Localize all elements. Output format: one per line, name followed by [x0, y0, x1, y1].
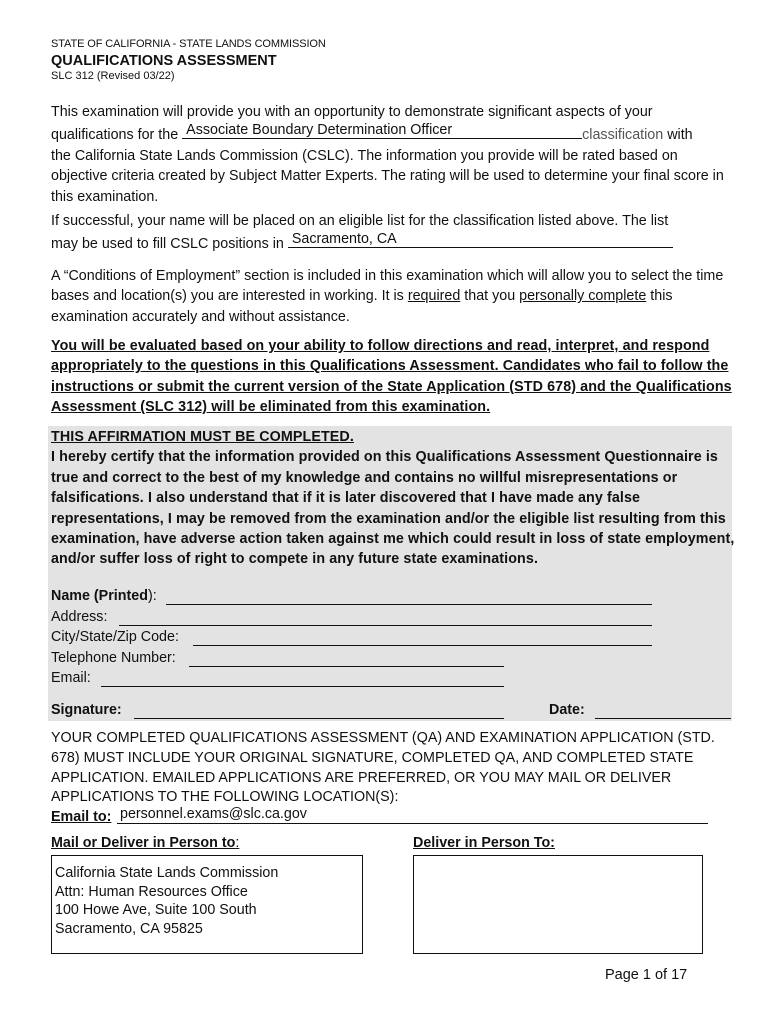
- date-label: Date:: [549, 702, 585, 718]
- deliver-address-box: [413, 855, 703, 954]
- intro-line2: [51, 122, 736, 145]
- address-input-line[interactable]: [119, 625, 652, 626]
- location-field[interactable]: [288, 231, 673, 248]
- eligible-line2-prefix: may be used to fill CSLC positions in: [51, 236, 284, 253]
- conditions-paragraph: [51, 266, 736, 327]
- email-label: Email:: [51, 670, 91, 686]
- mail-address: [55, 864, 278, 938]
- agency-header: STATE OF CALIFORNIA - STATE LANDS COMMISSION: [51, 38, 326, 50]
- signature-label: Signature:: [51, 702, 122, 718]
- submission-notice: YOUR COMPLETED QUALIFICATIONS ASSESSMENT (QA) AND EXAMINATION APPLICATION (STD. 678) MUST INCLUDE YOUR ORIGINAL SIGNATURE, COMPLETED QA, AND COMPLETED STATE APPLICATION. EMAILED APPLICATIONS ARE PREFERRED, OR YOU MAY MAIL OR DELIVER APPLICATIONS TO THE FOLLOWING LOCATION(S):: [51, 730, 715, 806]
- telephone-label: Telephone Number:: [51, 650, 176, 666]
- affirmation-text: I hereby certify that the information provided on this Qualifications Assessment Questionnaire is true and correct to the best of my knowledge and contains no willful misrepresentations or falsifications. I also understand that if it is later discovered that I have made any false representations, I may be removed from the examination and/or the eligible list resulting from this examination, have adverse action taken against me which could result in loss of state employment, and/or suffer loss of right to compete in any future state examinations.: [51, 449, 735, 568]
- conditions-part2: that you: [464, 288, 516, 305]
- conditions-part3: this examination accurately and without assistance.: [51, 288, 673, 325]
- evaluation-notice: You will be evaluated based on your ability to follow directions and read, interpret, and respond appropriately to the questions in this Qualifications Assessment. Candidates who fail to follow the instructions or submit the current version of the State Application (STD 678) and the Qualifications Assessment (SLC 312) will be eliminated from this examination.: [51, 338, 732, 416]
- intro-line1: This examination will provide you with an opportunity to demonstrate significant aspects of your: [51, 104, 653, 120]
- mail-address-line: California State Lands Commission: [55, 865, 279, 881]
- location-value: Sacramento, CA: [291, 231, 397, 248]
- name-input-line[interactable]: [166, 604, 652, 605]
- deliver-label: Deliver in Person To:: [413, 835, 555, 851]
- page-number: Page 1 of 17: [605, 967, 688, 983]
- intro-line2-suffix: with: [667, 127, 693, 144]
- conditions-personally: personally complete: [519, 288, 647, 305]
- address-label: Address:: [51, 609, 108, 625]
- affirmation-heading: THIS AFFIRMATION MUST BE COMPLETED.: [51, 429, 354, 445]
- city-state-zip-label: City/State/Zip Code:: [51, 629, 179, 645]
- conditions-required: required: [407, 288, 461, 305]
- conditions-part1: A “Conditions of Employment” section is included in this examination which will allow you to select the time bases and location(s) you are interested in working. It is: [51, 268, 724, 305]
- email-to-line: [117, 823, 708, 824]
- intro-line2-prefix: qualifications for the: [51, 127, 179, 144]
- eligible-line2: [51, 231, 736, 254]
- classification-value: Associate Boundary Determination Officer: [186, 122, 453, 139]
- intro-rest: the California State Lands Commission (CSLC). The information you provide will be rated based on objective criteria created by Subject Matter Experts. The rating will be used to determine your final score in this examination.: [51, 147, 724, 205]
- mail-address-line: Sacramento, CA 95825: [55, 920, 203, 937]
- mail-address-line: 100 Howe Ave, Suite 100 South: [55, 902, 257, 918]
- mail-label: Mail or Deliver in Person to:: [51, 835, 240, 851]
- telephone-input-line[interactable]: [189, 666, 504, 667]
- form-id: SLC 312 (Revised 03/22): [51, 70, 175, 82]
- date-input-line[interactable]: [595, 718, 731, 719]
- form-title: QUALIFICATIONS ASSESSMENT: [51, 53, 277, 69]
- eligible-line1: If successful, your name will be placed on an eligible list for the classification listed above. The list: [51, 213, 669, 229]
- affirmation: [51, 427, 736, 570]
- eligible-paragraph: [51, 211, 736, 255]
- city-state-zip-input-line[interactable]: [193, 645, 652, 646]
- mail-address-line: Attn: Human Resources Office: [55, 883, 248, 900]
- email-to-label: Email to:: [51, 809, 112, 825]
- classification-field[interactable]: [182, 122, 582, 139]
- signature-input-line[interactable]: [134, 718, 504, 719]
- intro-paragraph: [51, 102, 736, 207]
- name-label: Name (Printed):: [51, 588, 157, 604]
- classification-label: classification: [582, 127, 664, 144]
- email-to-value: personnel.exams@slc.ca.gov: [120, 806, 307, 822]
- email-input-line[interactable]: [101, 686, 504, 687]
